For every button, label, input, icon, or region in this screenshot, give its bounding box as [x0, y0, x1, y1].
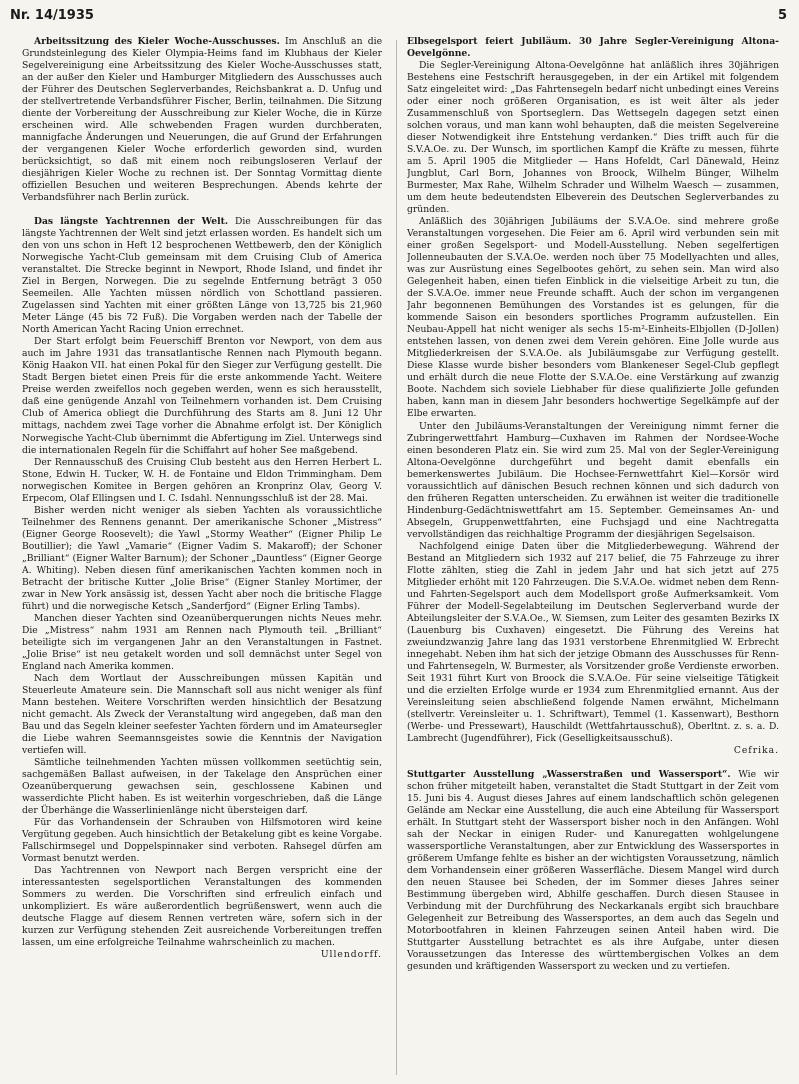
paragraph: Nachfolgend einige Daten über die Mitgliederbewegung. Während der Bestand an Mitgliedern sich 1932 auf 217 belief, die 75 Fahrzeuge zu ihrer Flotte zählten, stieg die Zahl in jedem Jahr und hat sich jetzt auf 275 Mitglieder erhöht mit 120 Fahrzeugen. Die S.V.A.Oe. widmet neben dem Renn- und Fahrten-Segelsport auch dem Modellsport große Aufmerksamkeit. Vom Führer der Modell-Segelabteilung im Deutschen Seglerverband wurde der Abteilungsleiter der S.V.A.Oe., W. Siemsen, zum Leiter des gesamten Bezirks IX (Lauenburg bis Cuxhaven) eingesetzt. Die Führung des Vereins hat zweiundzwanzig Jahre lang das 1931 verstorbene Ehrenmitglied W. Erbrecht innegehabt. Neben ihm hat sich der jetzige Obmann des Ausschusses für Renn- und Fahrtensegeln, W. Burmester, als Vorsitzender große Verdienste erworben. Seit 1931 führt Kurt von Broock die S.V.A.Oe. Für seine vielseitige Tätigkeit und die erzielten Erfolge wurde er 1934 zum Ehrenmitglied ernannt. Aus der Vereinsleitung seien abschließend folgende Namen erwähnt, Michelmann (stellvertr. Vereinsleiter u. 1. Schriftwart), Temmel (1. Kassenwart), Besthorn (Werbe- und Pressewart), Hauschildt (Wettfahrtausschuß), Oberltnt. z. s. a. D. Lambrecht (Jugendführer), Fick (Geselligkeitsausschuß).	[407, 540, 779, 744]
author-signature: Ullendorff.	[320, 949, 382, 961]
paragraph: Der Rennausschuß des Cruising Club besteht aus den Herren Herbert L. Stone, Edwin H. Tucker, W. H. de Fontaine und Eldon Trimmingham. Dem norwegischen Komitee in Bergen gehören an Kronprinz Olav, Georg V. Erpecom, Olaf Ellingsen und I. C. Isdahl. Nennungsschluß ist der 28. Mai.	[22, 456, 382, 504]
left-column	[22, 36, 382, 1076]
paragraph: Manchen dieser Yachten sind Ozeanüberquerungen nichts Neues mehr. Die „Mistress“ nahm 1931 am Rennen nach Plymouth teil. „Brilliant“ beteiligte sich im vergangenen Jahr an den Veranstaltungen in Fastnet. „Jolie Brise“ ist neu getakelt worden und soll demnächst unter Segel von England nach Amerika kommen.	[22, 612, 382, 672]
article-kieler-woche	[22, 36, 382, 204]
paragraph: Das Yachtrennen von Newport nach Bergen verspricht eine der interessantesten segelsportlichen Veranstaltungen des kommenden Sommers zu werden. Die Vorschriften sind erfreulich einfach und unkompliziert. Es wäre außerordentlich begrüßenswert, wenn auch die deutsche Flagge auf diesem Rennen vertreten wäre, sofern sich in der kurzen zur Verfügung stehenden Zeit ausreichende Vorbereitungen treffen lassen, um eine erfolgreiche Teilnahme wahrscheinlich zu machen.	[22, 865, 382, 949]
article-title: Das längste Yachtrennen der Welt.	[34, 216, 229, 228]
column-divider	[396, 40, 397, 1075]
paragraph: Unter den Jubiläums-Veranstaltungen der Vereinigung nimmt ferner die Zubringerwettfahrt Hamburg—Cuxhaven im Rahmen der Nordsee-Woche einen besonderen Platz ein. Sie wird zum 25. Mal von der Segler-Vereinigung Altona-Oevelgönne durchgeführt und begeht damit ebenfalls ein bemerkenswertes Jubiläum. Die Hochsee-Fernwettfahrt Kiel—Korsör wird voraussichtlich auf dänischen Besuch rechnen können und sich dadurch von den früheren Regatten unterscheiden. Zu erwähnen ist weiter die traditionelle Hindenburg-Gedächtniswettfahrt am 15. September. Gemeinsames An- und Absegeln, Gruppenwettfahrten, eine Fuchsjagd und eine Nachtregatta vervollständigen das reichhaltige Programm der diesjährigen Segelsaison.	[407, 420, 779, 540]
article-text: Wie wir schon früher mitgeteilt haben, veranstaltet die Stadt Stuttgart in der Zeit vom 15. Juni bis 4. August dieses Jahres auf einem landschaftlich schön gelegenen Gelände am Neckar eine Ausstellung, die auch eine Abteilung für Wassersport erhält. In Stuttgart steht der Wassersport bisher noch in den Anfängen. Wohl sah der Neckar in einigen Ruder- und Kanuregatten wohlgelungene wassersportliche Veranstaltungen, aber zur Entwicklung des Wassersportes in größerem Umfange fehlte es bisher an der wichtigsten Voraussetzung, nämlich dem Vorhandensein einer größeren Wasserfläche. Diesem Mangel wird durch den neuen Stausee bei Scheden, der im Sommer dieses Jahres seiner Bestimmung übergeben wird, Abhilfe geschaffen. Durch diesen Stausee in Verbindung mit der Durchführung des Neckarkanals ergibt sich brauchbare Gelegenheit zur Betreibung des Wassersportes, an dem auch das Segeln und Motorbootfahren in kleinen Fahrzeugen seinen Anteil haben wird. Die Stuttgarter Ausstellung betrachtet es als ihre Aufgabe, unter diesen Voraussetzungen das Interesse des württembergischen Volkes an dem gesunden und kräftigenden Wassersport zu wecken und zu vertiefen.	[407, 768, 779, 973]
article-title: Stuttgarter Ausstellung „Wasserstraßen und Wassersport“.	[407, 768, 731, 780]
issue-number: Nr. 14/1935	[10, 8, 94, 23]
page-number: 5	[777, 8, 787, 23]
paragraph: Der Start erfolgt beim Feuerschiff Brenton vor Newport, von dem aus auch im Jahre 1931 das transatlantische Rennen nach Plymouth begann. König Haakon VII. hat einen Pokal für den Sieger zur Verfügung gestellt. Die Stadt Bergen bietet einen Preis für die erste ankommende Yacht. Weitere Preise werden zweifellos noch gegeben werden, wenn es sich herausstellt, daß eine genügende Anzahl von Teilnehmern vorhanden ist. Dem Cruising Club of America obliegt die Durchführung des Starts am 8. Juni 12 Uhr mittags, nachdem zwei Tage vorher die Abnahme erfolgt ist. Der Königlich Norwegische Yacht-Club übernimmt die Abfertigung im Ziel. Unterwegs sind die internationalen Regeln für die Schiffahrt auf hoher See maßgebend.	[22, 336, 382, 456]
paragraph: Anläßlich des 30jährigen Jubiläums der S.V.A.Oe. sind mehrere große Veranstaltungen vorgesehen. Die Feier am 6. April wird verbunden sein mit einer großen Segelsport- und Modell-Ausstellung. Neben segelfertigen Jollenneubauten der S.V.A.Oe. werden noch über 75 Modellyachten und alles, was zur Ausrüstung eines Segelbootes gehört, zu sehen sein. Man wird also Gelegenheit haben, einen tiefen Einblick in die vielseitige Arbeit zu tun, die der S.V.A.Oe. immer neue Freunde schafft. Auch der schon im vergangenen Jahr begonnenen Bemühungen des Vorstandes ist es gelungen, für die kommende Saison ein besonders sportliches Programm aufzustellen. Ein Neubau-Appell hat nicht weniger als sechs 15-m²-Einheits-Elbjollen (D-Jollen) entstehen lassen, von denen zwei dem Verein gehören. Eine Jolle wurde aus Mitgliederkreisen der S.V.A.Oe. als Jubiläumsgabe zur Verfügung gestellt. Diese Klasse wurde bisher besonders vom Blankeneser Segel-Club gepflegt und erhält durch die neue Flotte der S.V.A.Oe. eine Verstärkung auf zwanzig Boote. Nachdem sich soviele Liebhaber für diese qualifizierte Jolle gefunden haben, kann man in diesem Jahr besonders hochwertige Segelkämpfe auf der Elbe erwarten.	[407, 216, 779, 420]
article-yachtrennen	[22, 216, 382, 336]
article-stuttgart	[407, 769, 779, 973]
paragraph: Die Segler-Vereinigung Altona-Oevelgönne hat anläßlich ihres 30jährigen Bestehens eine Festschrift herausgegeben, in der ein Artikel mit folgendem Satz eingeleitet wird: „Das Fahrtensegeln bedarf nicht unbedingt eines Vereins oder einer noch größeren Organisation, es ist weit älter als jeder Zusammenschluß von Sportseglern. Das Wettsegeln dagegen setzt einen solchen voraus, und man kann wohl behaupten, daß die meisten Segelvereine dieser Notwendigkeit ihre Entstehung verdanken.“ Dies trifft auch für die S.V.A.Oe. zu. Der Wunsch, im sportlichen Kampf die Kräfte zu messen, führte am 5. April 1905 die Mitglieder — Hans Hofeldt, Carl Dänewald, Heinz Jungblut, Carl Born, Johannes von Broock, Wilhelm Bünger, Wilhelm Burmester, Max Rahe, Wilhelm Schrader und Wilhelm Waesch — zusammen, um dem heute bedeutendsten Elbeverein des Deutschen Seglerverbandes zu gründen.	[407, 60, 779, 216]
article-title: Arbeitssitzung des Kieler Woche-Ausschusses.	[34, 36, 280, 47]
author-signature: Cefrika.	[733, 744, 779, 756]
page-header	[10, 8, 787, 28]
right-column	[407, 36, 779, 1076]
article-text: Im Anschluß an die Grundsteinlegung des Kieler Olympia-Heims fand im Klubhaus der Kieler Segelvereinigung eine Arbeitssitzung des Kieler Woche-Ausschusses statt, an der außer den Kieler und Hamburger Mitgliedern des Ausschusses auch der Führer des Deutschen Seglerverbandes, Reichsbankrat a. D. Unfug und der stellvertretende Verbandsführer Fischer, Berlin, teilnahmen. Die Sitzung diente der Vorbereitung der Ausschreibung zur Kieler Woche, die in Kürze erscheinen wird. Alle schwebenden Fragen wurden durchberaten, mannigfache Änderungen und Neuerungen, die auf Grund der Erfahrungen der vergangenen Kieler Woche erforderlich geworden sind, wurden berücksichtigt, so daß mit einem noch reibungsloseren Verlauf der diesjährigen Kieler Woche zu rechnen ist. Der Sonntag Vormittag diente offiziellen Besuchen und weiteren Besprechungen. Abends kehrte der Verbandsführer nach Berlin zurück.	[22, 36, 382, 204]
paragraph: Für das Vorhandensein der Schrauben von Hilfsmotoren wird keine Vergütung gegeben. Auch hinsichtlich der Betakelung gibt es keine Vorgabe. Fallschirmsegel und Doppelspinnaker sind verboten. Rahsegel dürfen am Vormast benutzt werden.	[22, 817, 382, 865]
paragraph: Bisher werden nicht weniger als sieben Yachten als voraussichtliche Teilnehmer des Rennens genannt. Der amerikanische Schoner „Mistress“ (Eigner George Roosevelt); die Yawl „Stormy Weather“ (Eigner Philip Le Boutillier); die Yawl „Vamarie“ (Eigner Vadim S. Makaroff); der Schoner „Brilliant“ (Eigner Walter Barnum); der Schoner „Dauntless“ (Eigner George A. Whiting). Neben diesen fünf amerikanischen Yachten kommen noch in Betracht der britische Kutter „Jolie Brise“ (Eigner Stanley Mortimer, der zwar in New York ansässig ist, dessen Yacht aber noch die britische Flagge führt) und die norwegische Ketsch „Sanderfjord“ (Eigner Erling Tambs).	[22, 504, 382, 612]
article-title: Elbsegelsport feiert Jubiläum. 30 Jahre Segler-Vereinigung Altona-Oevelgönne.	[407, 36, 779, 60]
article-text: Die Ausschreibungen für das längste Yachtrennen der Welt sind jetzt erlassen worden. Es handelt sich um den von uns schon in Heft 12 besprochenen Wettbewerb, den der Königlich Norwegische Yacht-Club gemeinsam mit dem Cruising Club of America veranstaltet. Die Strecke beginnt in Newport, Rhode Island, und findet ihr Ziel in Bergen, Norwegen. Die zu segelnde Entfernung beträgt 3 050 Seemeilen. Alle Yachten müssen nördlich von Schottland passieren. Zugelassen sind Yachten mit einer größten Länge von 13,725 bis 21,960 Meter Länge (45 bis 72 Fuß). Die Vorgaben werden nach der Tabelle der North American Yacht Racing Union errechnet.	[22, 216, 382, 336]
paragraph: Nach dem Wortlaut der Ausschreibungen müssen Kapitän und Steuerleute Amateure sein. Die Mannschaft soll aus nicht weniger als fünf Mann bestehen. Weitere Vorschriften werden hinsichtlich der Besatzung nicht gemacht. Als Zweck der Veranstaltung wird angegeben, daß man den Bau und das Segeln kleiner seefester Yachten fördern und im Amateursegler die Liebe wahren Seemannsgeistes sowie die Kenntnis der Navigation vertiefen will.	[22, 672, 382, 756]
paragraph: Sämtliche teilnehmenden Yachten müssen vollkommen seetüchtig sein, sachgemäßen Ballast aufweisen, in der Takelage den Ansprüchen einer Ozeanüberquerung gewachsen sein, geschlossene Kabinen und wasserdichte Plicht haben. Es ist weiterhin vorgeschrieben, daß die Länge der Überhänge die Wasserlinienlänge nicht übersteigen darf.	[22, 756, 382, 816]
